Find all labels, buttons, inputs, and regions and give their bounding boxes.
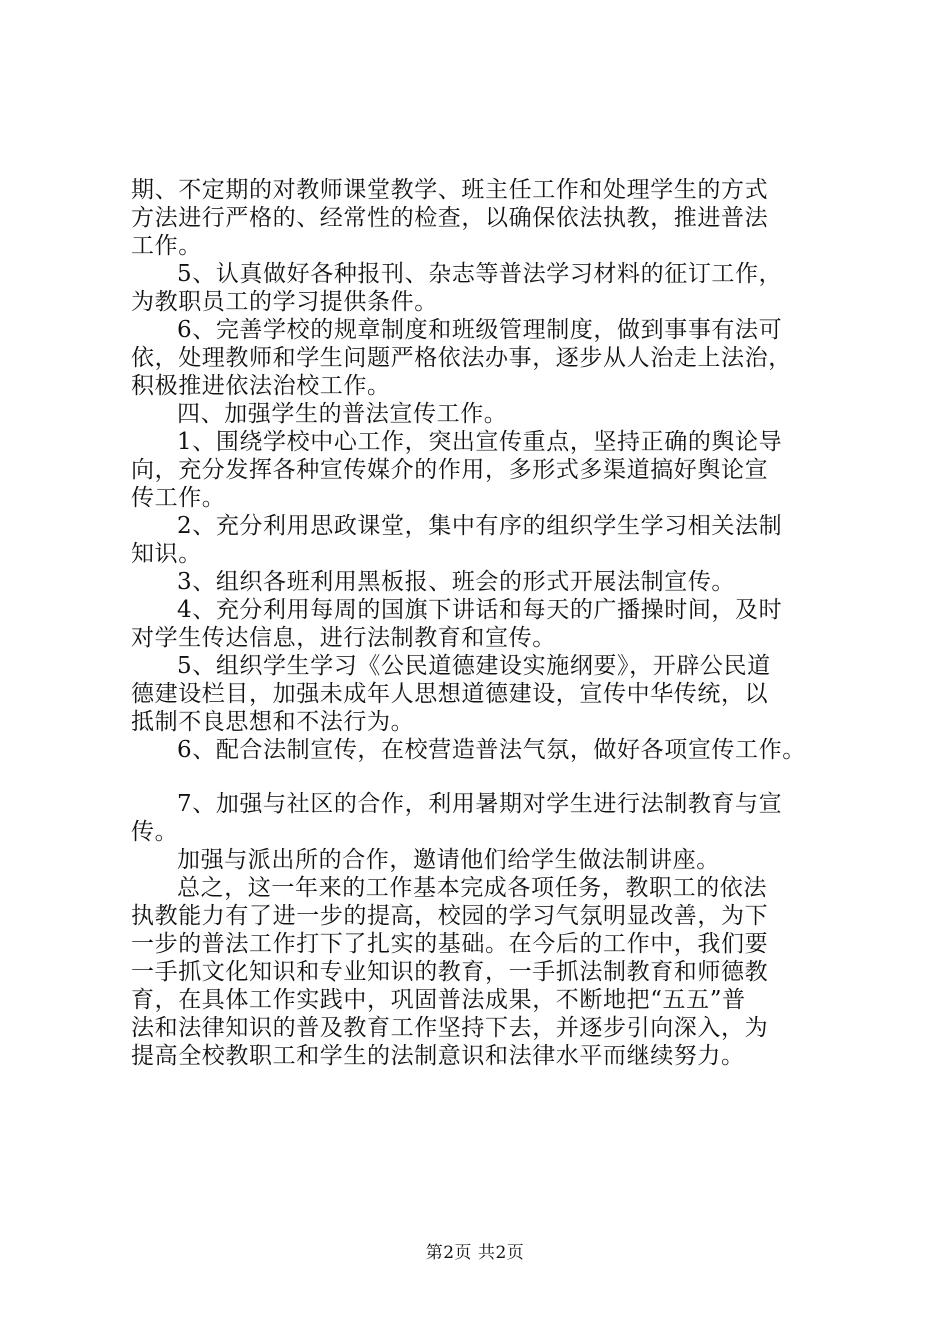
text-line: 德建设栏目，加强未成年人思想道德建设，宣传中华传统，以 [131,681,769,707]
text-line: 积极推进依法治校工作。 [131,373,391,399]
text-line: 传。 [131,819,179,845]
text-line: 执教能力有了进一步的提高，校园的学习气氛明显改善，为下 [131,903,769,929]
document-body [131,176,831,1070]
text-line: 方法进行严格的、经常性的检查，以确保依法执教，推进普法 [131,205,769,231]
text-line: 期、不定期的对教师课堂教学、班主任工作和处理学生的方式 [131,177,769,203]
text-line: 6、完善学校的规章制度和班级管理制度，做到事事有法可 [177,317,783,343]
text-line: 一步的普法工作打下了扎实的基础。在今后的工作中，我们要 [131,931,769,957]
text-line: 加强与派出所的合作，邀请他们给学生做法制讲座。 [177,847,720,873]
text-line: 7、加强与社区的合作，利用暑期对学生进行法制教育与宣 [177,791,783,817]
paragraph-gap [131,764,831,790]
text-line: 对学生传达信息，进行法制教育和宣传。 [131,625,556,651]
text-line: 4、充分利用每周的国旗下讲话和每天的广播操时间，及时 [177,597,783,623]
text-line: 育，在具体工作实践中，巩固普法成果，不断地把“五五”普 [131,987,746,1013]
text-line: 向，充分发挥各种宣传媒介的作用，多形式多渠道搞好舆论宣 [131,457,769,483]
text-line: 5、组织学生学习《公民道德建设实施纲要》，开辟公民道 [177,653,771,679]
text-line: 为教职员工的学习提供条件。 [131,289,438,315]
text-line: 提高全校教职工和学生的法制意识和法律水平而继续努力。 [131,1043,745,1069]
text-line: 法和法律知识的普及教育工作坚持下去，并逐步引向深入，为 [131,1015,769,1041]
text-line: 5、认真做好各种报刊、杂志等普法学习材料的征订工作， [177,261,783,287]
text-line: 3、组织各班利用黑板报、班会的形式开展法制宣传。 [177,569,736,595]
text-line: 知识。 [131,541,202,567]
text-line: 1、围绕学校中心工作，突出宣传重点，坚持正确的舆论导 [177,429,783,455]
text-line: 工作。 [131,233,202,259]
text-line: 传工作。 [131,485,226,511]
text-line: 6、配合法制宣传，在校营造普法气氛，做好各项宣传工作。 [177,737,806,763]
section-heading: 四、加强学生的普法宣传工作。 [177,401,508,427]
text-line: 总之，这一年来的工作基本完成各项任务，教职工的依法 [177,875,767,901]
text-line: 抵制不良思想和不法行为。 [131,709,415,735]
text-line: 2、充分利用思政课堂，集中有序的组织学生学习相关法制 [177,513,783,539]
text-line: 一手抓文化知识和专业知识的教育，一手抓法制教育和师德教 [131,959,769,985]
page-number-footer: 第2页 共2页 [425,1243,525,1263]
text-line: 依，处理教师和学生问题严格依法办事，逐步从人治走上法治， [131,345,792,371]
